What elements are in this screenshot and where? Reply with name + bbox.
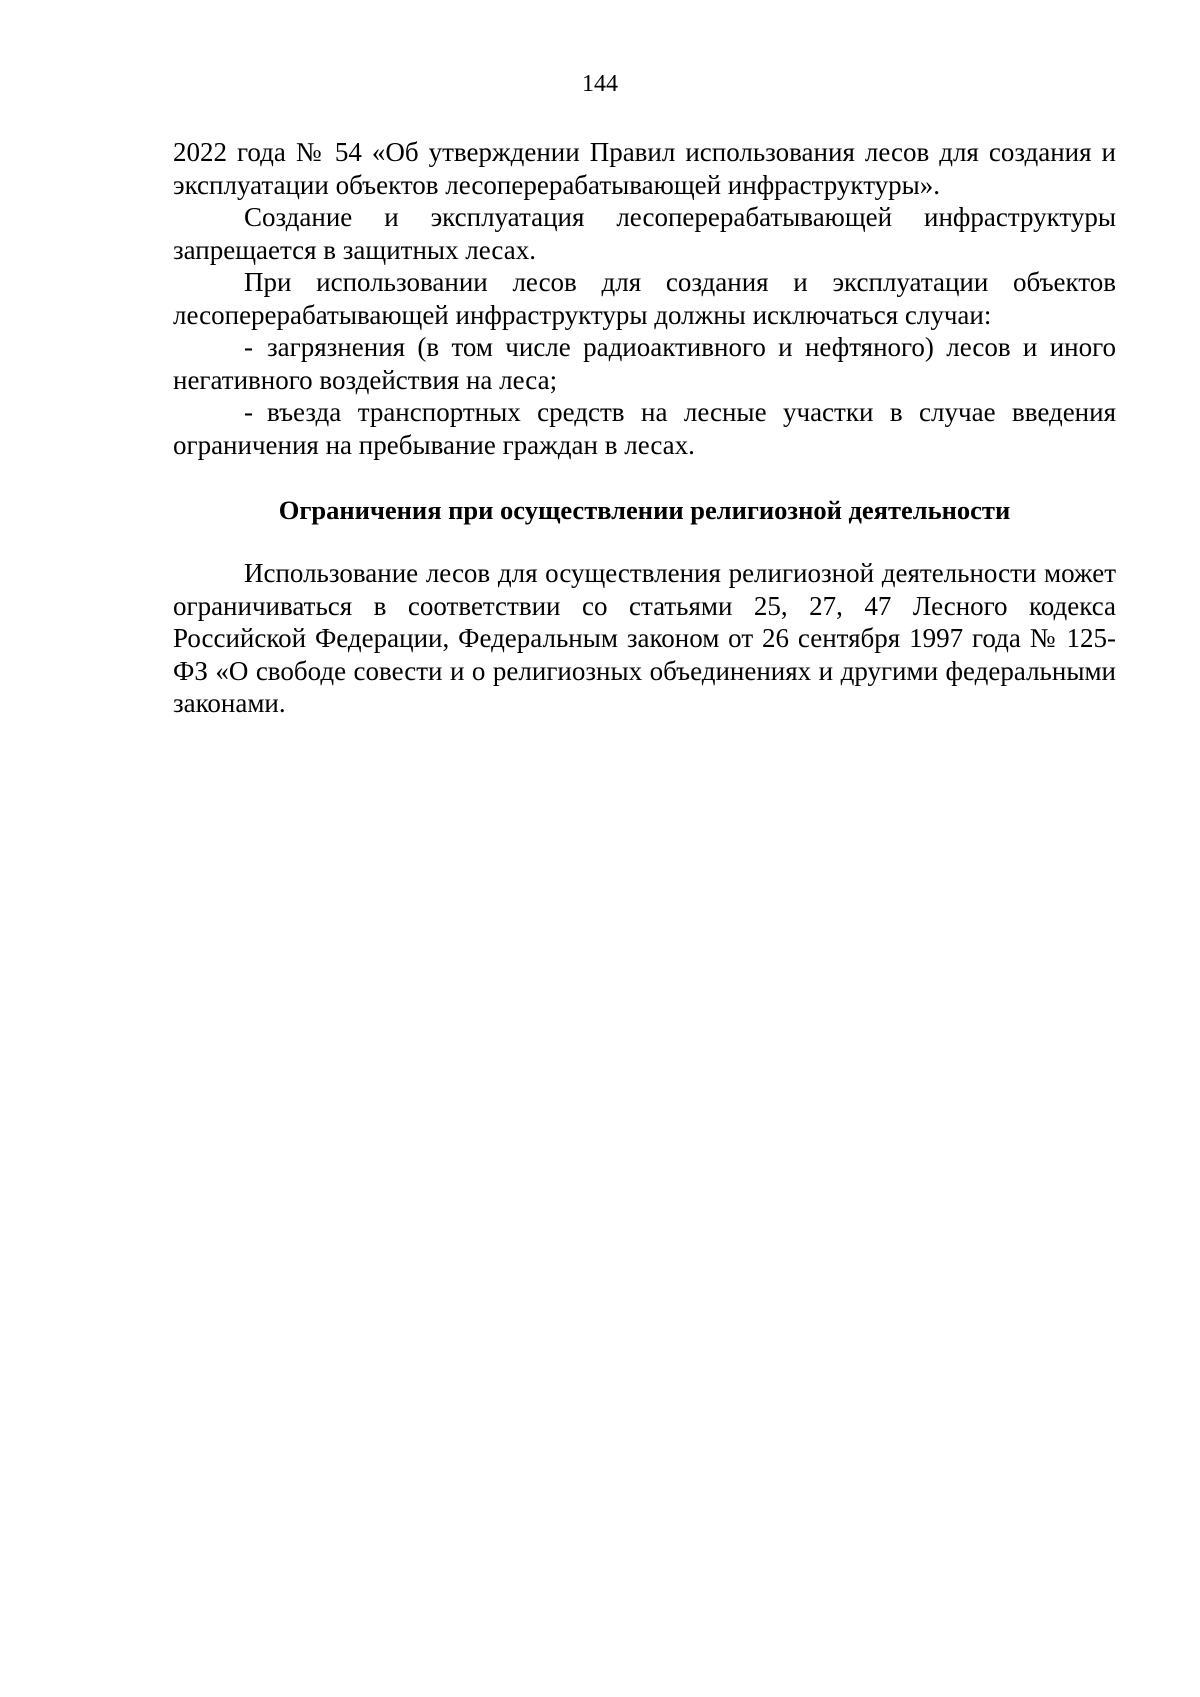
paragraph-prohibition: Создание и эксплуатация лесоперерабатывающей инфраструктуры запрещается в защитных лесах.: [173, 202, 1116, 265]
list-dash: -: [244, 397, 253, 427]
list-item-text: загрязнения (в том числе радиоактивного и нефтяного) лесов и иного негативного воздействия на леса;: [173, 332, 1116, 395]
page-number: 144: [582, 71, 618, 97]
list-item: [173, 331, 1116, 396]
section-heading: Ограничения при осуществлении религиозной деятельности: [278, 495, 1011, 525]
document-body: [173, 136, 1116, 720]
paragraph-exclusions-intro: При использовании лесов для создания и эксплуатации объектов лесоперерабатывающей инфраструктуры должны исключаться случаи:: [173, 267, 1116, 330]
list-item-text: въезда транспортных средств на лесные участки в случае введения ограничения на пребывание граждан в лесах.: [173, 397, 1116, 460]
list-dash: -: [244, 332, 253, 362]
paragraph-religious-activity: Использование лесов для осуществления религиозной деятельности может ограничиваться в соответствии со статьями 25, 27, 47 Лесного кодекса Российской Федерации, Федеральным законом от 26 сентября 1997 года № 125-ФЗ «О свободе совести и о религиозных объединениях и другими федеральными законами.: [173, 558, 1116, 718]
list-item: [173, 396, 1116, 461]
paragraph-continuation: 2022 года № 54 «Об утверждении Правил использования лесов для создания и эксплуатации объектов лесоперерабатывающей инфраструктуры».: [173, 137, 1116, 200]
